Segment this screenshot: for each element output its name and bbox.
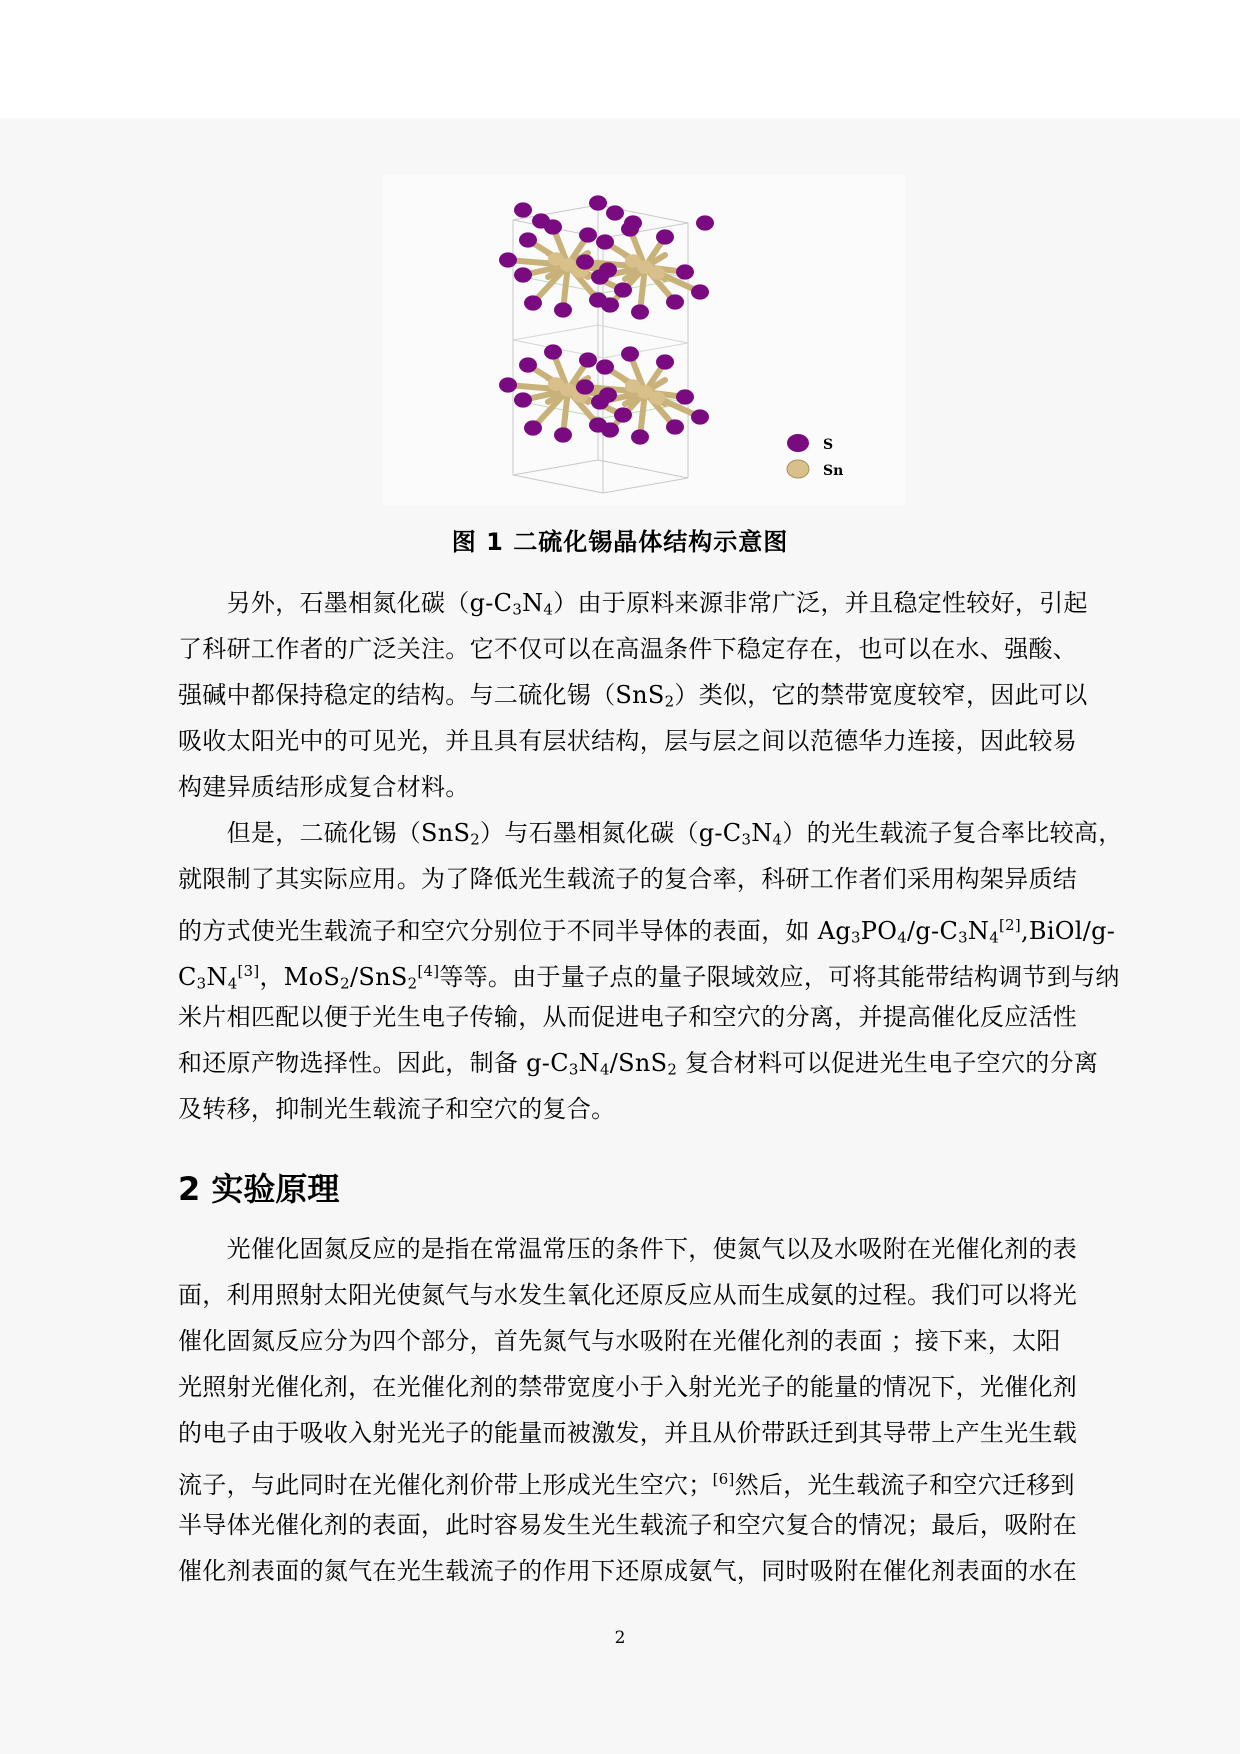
s-atom [621,346,639,361]
s-atom [591,269,609,284]
text-line: 米片相匹配以便于光生电子传输，从而促进电子和空穴的分离，并提高催化反应活性 [178,1003,1078,1031]
s-atom [514,267,532,282]
text-line: 及转移，抑制光生载流子和空穴的复合。 [178,1095,616,1123]
s-atom [591,394,609,409]
text-line: 的方式使光生载流子和空穴分别位于不同半导体的表面，如 $Ag_3PO_4/g-C_3N_4[2],BiOl/g-$ [178,916,1116,947]
figure-caption: 图 1 二硫化锡晶体结构示意图 [451,528,789,556]
s-atom [579,227,597,242]
s-atom [554,302,572,317]
s-atom [606,205,624,220]
s-atom [621,221,639,236]
paragraph-2 [178,810,1123,1132]
s-atom [499,252,517,267]
s-atom [631,304,649,319]
s-atom [601,422,619,437]
s-atom [691,409,709,424]
s-atom [524,420,542,435]
text-line: 了科研工作者的广泛关注。它不仅可以在高温条件下稳定存在，也可以在水、强酸、 [178,635,1078,663]
text-line: 构建异质结形成复合材料。 [178,773,470,801]
sn-atom [637,260,653,274]
paragraph-1 [178,580,1092,810]
text-line: 的电子由于吸收入射光光子的能量而被激发，并且从价带跃迁到其导带上产生光生载 [178,1419,1078,1447]
s-atom [656,354,674,369]
text-line: 就限制了其实际应用。为了降低光生载流子的复合率，科研工作者们采用构架异质结 [178,865,1078,893]
s-atom [656,229,674,244]
s-atom [499,377,517,392]
page-number: 2 [614,1628,626,1648]
s-atom [596,359,614,374]
legend-s-marker [787,434,809,452]
s-atom [696,215,714,230]
s-atom [576,379,594,394]
s-atom [596,234,614,249]
paragraph-3 [178,1226,1092,1594]
s-atom [614,407,632,422]
s-atom [631,429,649,444]
legend [787,434,843,479]
s-atom [524,295,542,310]
legend-sn-marker [787,460,809,478]
text-line: 半导体光催化剂的表面，此时容易发生光生载流子和空穴复合的情况；最后，吸附在 [178,1511,1078,1539]
crystal-structure-figure [383,175,905,505]
text-line: 强碱中都保持稳定的结构。与二硫化锡（SnS$_2$）类似，它的禁带宽度较窄，因此可以 [178,681,1088,711]
s-atom [544,344,562,359]
text-line: 但是，二硫化锡（SnS$_2$）与石墨相氮化碳$(g-C_3N_4)$的光生载流子复合率比较高， [178,819,1123,849]
s-atom [601,297,619,312]
s-atom [519,357,537,372]
sn-atom [560,258,576,272]
text-line: 另外，石墨相氮化碳$(g-C_3N_4)$由于原料来源非常广泛，并且稳定性较好，引起 [178,589,1088,619]
sn-atom [560,383,576,397]
text-line: 光催化固氮反应的是指在常温常压的条件下，使氮气以及水吸附在光催化剂的表 [178,1235,1078,1263]
s-atom [666,419,684,434]
crystal-structure-image [383,175,905,505]
text-line: 流子，与此同时在光催化剂价带上形成光生空穴；[6]然后，光生载流子和空穴迁移到 [178,1470,1075,1499]
s-atom [544,219,562,234]
s-atom [676,389,694,404]
s-atom [579,352,597,367]
s-atom [514,202,532,217]
text-line: 催化固氮反应分为四个部分，首先氮气与水吸附在光催化剂的表面 ；接下来，太阳 [178,1327,1061,1355]
s-atom [554,427,572,442]
s-atom [666,294,684,309]
text-line: $C_3N_4[3]$，MoS$_2$/SnS$_2$[4]等等。由于量子点的量子限域效应，可将其能带结构调节到与纳 [178,962,1120,993]
s-atom [576,254,594,269]
s-atom [514,392,532,407]
s-atom [676,264,694,279]
s-atom [589,195,607,210]
text-line: 吸收太阳光中的可见光，并且具有层状结构，层与层之间以范德华力连接，因此较易 [178,727,1078,755]
sn-atom [637,385,653,399]
legend-s-label: S [823,437,834,453]
legend-sn-label: Sn [823,463,844,479]
text-line: 面，利用照射太阳光使氮气与水发生氧化还原反应从而生成氨的过程。我们可以将光 [178,1281,1078,1309]
text-line: 光照射光催化剂，在光催化剂的禁带宽度小于入射光光子的能量的情况下，光催化剂 [178,1373,1078,1401]
text-line: 催化剂表面的氮气在光生载流子的作用下还原成氨气，同时吸附在催化剂表面的水在 [178,1557,1078,1585]
section-heading: 2 实验原理 [178,1170,340,1208]
s-atom [614,282,632,297]
s-atom [691,284,709,299]
text-line: 和还原产物选择性。因此，制备 $g-C_3N_4/SnS_2$ 复合材料可以促进光生电子空穴的分离 [178,1049,1099,1079]
s-atom [519,232,537,247]
